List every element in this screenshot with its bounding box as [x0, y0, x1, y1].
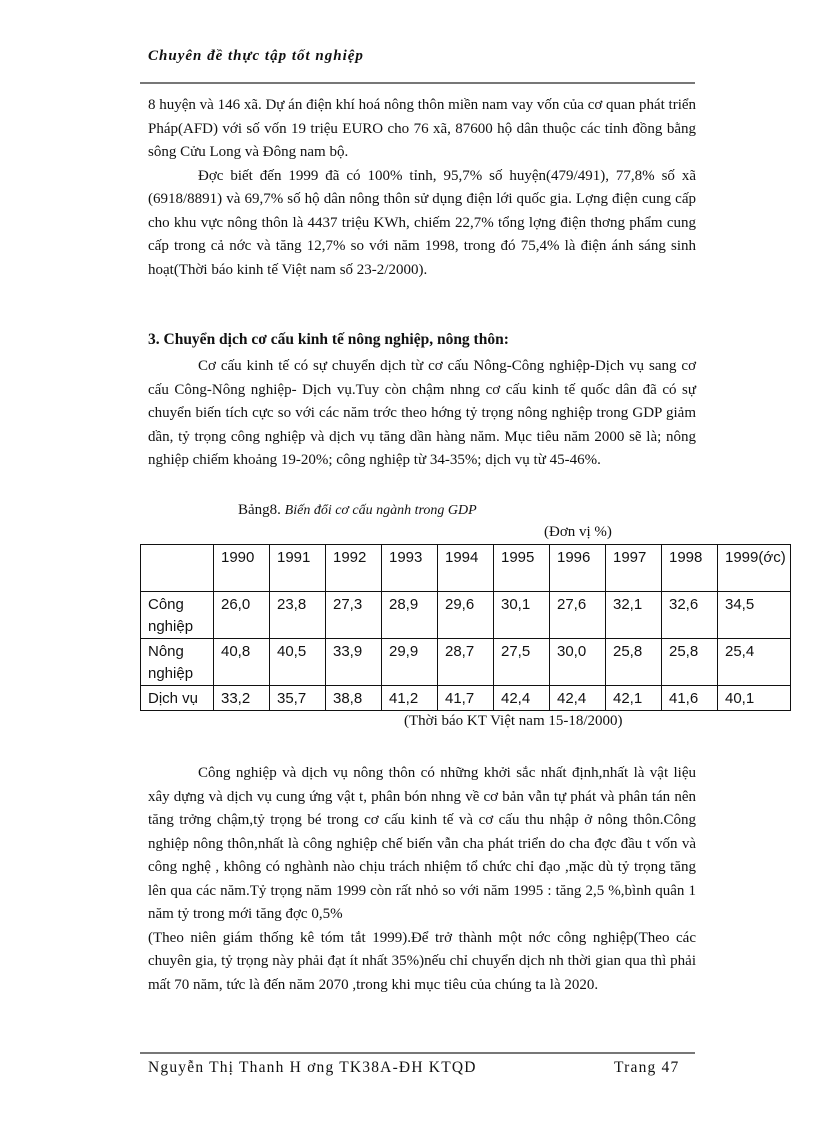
- table-cell: 41,7: [438, 686, 494, 711]
- year-header: 1991: [270, 545, 326, 592]
- paragraph-block-2: [148, 355, 696, 473]
- footer-author: Nguyễn Thị Thanh H ơng TK38A-ĐH KTQD: [148, 1059, 477, 1076]
- table-cell: 28,7: [438, 639, 494, 686]
- year-header: 1995: [494, 545, 550, 592]
- table-cell: 41,2: [382, 686, 438, 711]
- table-cell: 32,1: [606, 592, 662, 639]
- paragraph-4: Công nghiệp và dịch vụ nông thôn có những khởi sắc nhất định,nhất là vật liệu xây dựng và dịch vụ cung ứng vật t, phân bón nhng về cơ bản vẫn tự phát và phân tán nên tăng trởng chậm,tỷ trọng bé trong cơ cấu kinh tế và cơ cấu thu nhập ở nông thôn.Công nghiệp nông thôn,nhất là công nghiệp chế biến vẫn cha phát triển do cha đợc đầu t vốn và công nghệ , không có nghành nào chịu trách nhiệm tổ chức chỉ đạo ,mặc dù tỷ trọng tăng lên qua các năm.Tỷ trọng năm 1999 còn rất nhỏ so với năm 1995 : tăng 2,5 %,bình quân 1 năm tỷ trong mới tăng đợc 0,5%: [148, 765, 696, 922]
- row-label: Dịch vụ: [141, 686, 214, 711]
- table-cell: 25,8: [662, 639, 718, 686]
- table-row: [141, 686, 791, 711]
- table-unit-label: (Đơn vị %): [544, 524, 612, 540]
- header-divider: [140, 82, 695, 84]
- paragraph-1: 8 huyện và 146 xã. Dự án điện khí hoá nông thôn miền nam vay vốn của cơ quan phát triển Pháp(AFD) với số vốn 19 triệu EURO cho 76 xã, 87600 hộ dân thuộc các tỉnh đồng bằng sông Cửu Long và Đông nam bộ.: [148, 97, 697, 160]
- year-header: 1990: [214, 545, 270, 592]
- table-cell: 27,6: [550, 592, 606, 639]
- table-cell: 40,1: [718, 686, 791, 711]
- table-source: (Thời báo KT Việt nam 15-18/2000): [404, 713, 623, 729]
- row-label: Nông nghiệp: [141, 639, 214, 686]
- section-heading: 3. Chuyển dịch cơ cấu kinh tế nông nghiệp, nông thôn:: [148, 331, 509, 348]
- footer-divider: [140, 1052, 695, 1054]
- table-cell: 42,1: [606, 686, 662, 711]
- table-cell: 40,5: [270, 639, 326, 686]
- year-header: 1999(ớc): [718, 545, 791, 592]
- table-cell: 33,9: [326, 639, 382, 686]
- paragraph-block-1: [148, 94, 696, 282]
- table-cell: 30,0: [550, 639, 606, 686]
- paragraph-2: Đợc biết đến 1999 đã có 100% tỉnh, 95,7% số huyện(479/491), 77,8% số xã (6918/8891) và 69,7% số hộ dân nông thôn sử dụng điện lới quốc gia. Lợng điện cung cấp cho khu vực nông thôn là 4437 triệu KWh, chiếm 22,7% tổng lợng điện thơng phẩm cung cấp trong cả nớc và tăng 12,7% so với năm 1998, trong đó 75,4% là điện ánh sáng sinh hoạt(Thời báo kinh tế Việt nam số 23-2/2000).: [148, 167, 696, 278]
- year-header: 1996: [550, 545, 606, 592]
- paragraph-block-3: [148, 762, 696, 997]
- table-cell: 33,2: [214, 686, 270, 711]
- table-cell: 27,5: [494, 639, 550, 686]
- year-header: 1994: [438, 545, 494, 592]
- page-header-title: Chuyên đề thực tập tốt nghiệp: [148, 48, 364, 64]
- table-cell: 30,1: [494, 592, 550, 639]
- gdp-structure-table: [140, 544, 791, 711]
- table-cell: 27,3: [326, 592, 382, 639]
- table-cell: 29,9: [382, 639, 438, 686]
- table-cell: 38,8: [326, 686, 382, 711]
- table-caption-title: Biến đổi cơ cấu ngành trong GDP: [284, 503, 477, 518]
- table-cell: 34,5: [718, 592, 791, 639]
- table-row: [141, 592, 791, 639]
- table-cell: 41,6: [662, 686, 718, 711]
- paragraph-3: Cơ cấu kinh tế có sự chuyển dịch từ cơ cấu Nông-Công nghiệp-Dịch vụ sang cơ cấu Công-Nông nghiệp- Dịch vụ.Tuy còn chậm nhng cơ cấu kinh tế quốc dân đã có sự chuyển biến tích cực so với các năm trớc theo hớng tỷ trọng nông nghiệp trong GDP giảm dần, tỷ trọng công nghiệp và dịch vụ tăng dần hàng năm. Mục tiêu năm 2000 sẽ là; nông nghiệp chiếm khoảng 19-20%; công nghiệp từ 34-35%; dịch vụ từ 45-46%.: [148, 358, 696, 468]
- table-cell: 29,6: [438, 592, 494, 639]
- paragraph-5: (Theo niên giám thống kê tóm tắt 1999).Để trở thành một nớc công nghiệp(Theo các chuyên gia, tỷ trọng này phải đạt ít nhất 35%)nếu chỉ chuyển dịch nh thời gian qua thì phải mất 70 năm, tức là đến năm 2070 ,trong khi mục tiêu của chúng ta là 2020.: [148, 929, 696, 993]
- table-cell: 35,7: [270, 686, 326, 711]
- table-row: [141, 639, 791, 686]
- table-caption: [238, 502, 477, 519]
- table-cell: 25,8: [606, 639, 662, 686]
- table-cell: 42,4: [494, 686, 550, 711]
- table-caption-prefix: Bảng8.: [238, 502, 281, 518]
- table-cell: 42,4: [550, 686, 606, 711]
- table-header-row: [141, 545, 791, 592]
- table-cell: 40,8: [214, 639, 270, 686]
- table-cell: 26,0: [214, 592, 270, 639]
- table-cell: 28,9: [382, 592, 438, 639]
- year-header: 1998: [662, 545, 718, 592]
- table-cell: 23,8: [270, 592, 326, 639]
- year-header: 1992: [326, 545, 382, 592]
- year-header: 1997: [606, 545, 662, 592]
- table-cell: 25,4: [718, 639, 791, 686]
- table-cell: 32,6: [662, 592, 718, 639]
- table-corner-cell: [141, 545, 214, 592]
- footer-page-number: Trang 47: [614, 1059, 680, 1076]
- row-label: Công nghiệp: [141, 592, 214, 639]
- year-header: 1993: [382, 545, 438, 592]
